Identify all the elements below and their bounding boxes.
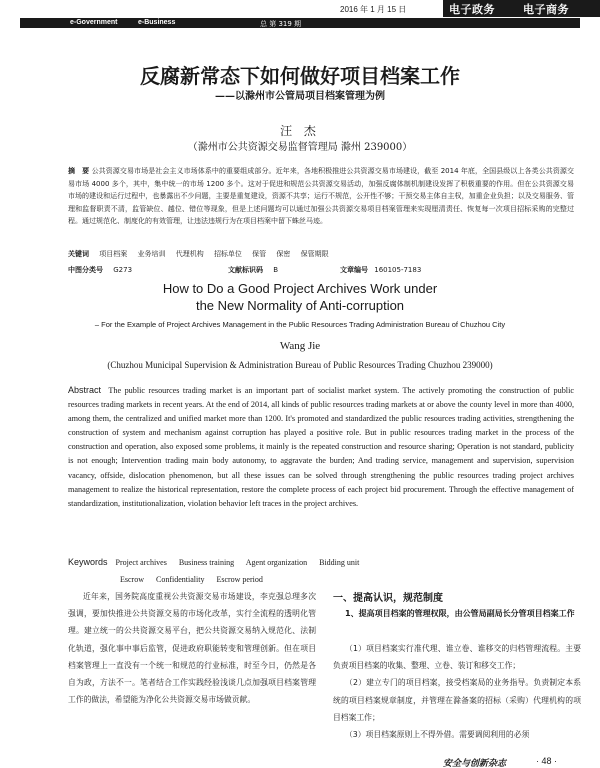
- keyword-cn: 保管: [252, 250, 267, 258]
- art-label: 文章编号: [340, 266, 368, 274]
- keyword-en: Confidentiality: [156, 575, 205, 584]
- body-text-right: [333, 640, 581, 743]
- clc-value: G273: [113, 266, 133, 274]
- doc-value: B: [273, 266, 279, 274]
- keyword-en: Bidding unit: [319, 558, 360, 567]
- header-ebiz-label: e-Business: [138, 19, 176, 26]
- keyword-en: Business training: [178, 558, 235, 567]
- article-title-en: [0, 280, 600, 314]
- keywords-en-label: Keywords: [68, 557, 108, 567]
- body-text-left: 近年来，国务院高度重视公共资源交易市场建设，李克强总理多次强调，要加快推进公共资源交易的市场化改革，实行全流程的透明化管理。建立统一的公共资源交易平台，把公共资源交易纳入规范化、法制化轨道，强化事中事后监管，促进政府职能转变和管理创新。但在项目档案管理上一直没有一个统一和规范的行业标准，时至今日，仍然是各自为政，方法不一。笔者结合工作实践经验浅谈几点加强项目档案管理工作的做法，希望能为净化公共资源交易市场做贡献。: [68, 592, 316, 705]
- body-paragraph: （2）建立专门的项目档案，接受档案局的业务指导。负责制定本系统的项目档案规章制度，并管理在滁备案的招标（采购）代理机构的项目档案工作；: [333, 678, 581, 722]
- section-tag-ebiz: 电子商务: [523, 3, 569, 16]
- issue-date: 2016 年 1 月 15 日: [340, 5, 407, 14]
- keyword-en: Escrow period: [216, 575, 263, 584]
- affiliation-cn: （滁州市公共资源交易监督管理局 滁州 239000）: [187, 142, 413, 153]
- section-tag-egov: 电子政务: [449, 3, 495, 16]
- body-paragraph: （3）项目档案原则上不得外借。需要调阅利用的必须: [345, 730, 530, 740]
- article-subtitle-en: – For the Example of Project Archives Management in the Public Resources Trading Administration Bureau of Chuzhou City: [94, 320, 506, 329]
- title-en-line1: How to Do a Good Project Archives Work under: [162, 281, 438, 296]
- page-number: · 48 ·: [536, 756, 558, 766]
- author-en: Wang Jie: [279, 340, 321, 352]
- art-value: 160105-7183: [374, 266, 422, 274]
- keywords-cn: [68, 249, 337, 259]
- keyword-cn: 业务培训: [137, 250, 166, 258]
- document-code: [228, 265, 278, 275]
- keyword-cn: 保密: [276, 250, 291, 258]
- keyword-cn: 招标单位: [213, 250, 242, 258]
- abstract-cn-text: 公共资源交易市场是社会主义市场体系中的重要组成部分。近年来，各地积极推进公共资源交易市场建设，截至 2014 年底，全国县级以上各类公共资源交易市场 4000 多个，其中，集中统一的市场 1200 多个。这对于促进和规范公共资源交易活动，加强反腐体制机制建设发挥了积极重要的作用。但在公共资源交易市场的建设和运行过程中，也暴露出不少问题，主要是重复建设，资源不共享；运行不规范，公开性不够；干预交易主体自主权，加重企业负担；以及交易服务、管理和监督职责不清，监管缺位、越位、错位等现象，但是上述问题均可以通过加强公共资源交易项目档案管理来实现厘清责任、恢复每一次项目招标采购的完整过程。通过规范化、制度化的有效管理，让违法违规行为在项目档案中留下蛛丝马迹。: [68, 167, 575, 226]
- affiliation-en: (Chuzhou Municipal Supervision & Administration Bureau of Public Resources Trading Chuzhou 239000): [107, 360, 493, 370]
- keywords-cn-label: 关键词: [68, 250, 89, 258]
- issue-number: 总 第 319 期: [260, 20, 302, 28]
- section-heading: 一、提高认识，规范制度: [333, 593, 443, 604]
- abstract-cn: [68, 165, 574, 228]
- article-title-cn: 反腐新常态下如何做好项目档案工作: [140, 64, 460, 88]
- keyword-en: Escrow: [120, 575, 144, 584]
- abstract-en-label: Abstract: [68, 385, 102, 395]
- page-header: [0, 0, 600, 32]
- abstract-en-text: The public resources trading market is an important part of socialist market system. The actively promoting the construction of public resources trading markets in recent years. At the end of 2014, all kinds of public resources trading markets at or above the county level in more than 4000, among them, the centralized and unified market more than 1200. It's promoted and standardized the public resources trading activities, strengthening the construction of system and mechanism against corruption has played a positive role. But in public resources trading market in the process of the construction and operation, also exposed some problems, it mainly is the repeated construction and resource sharing; Operation is not standard, publicity is not enough; Intervention trading main body autonomy, to aggravate the burden; And trading service, management and supervision, supervision vacancy, offside, dislocation phenomenon, but all these issues can be solved through strengthening the public resources trading project archives management to realize the historical representation, restore the complete process of each project bid procurement. Through the effective management of standardization, institutionalization, violation behavior left traces in the project archives.: [68, 386, 574, 508]
- keyword-cn: 项目档案: [99, 250, 128, 258]
- clc-number: [68, 265, 132, 275]
- body-paragraph: （1）项目档案实行准代理、谁立卷、谁移交的归档管理流程。主要负责项目档案的收集、整理、立卷、装订和移交工作；: [333, 644, 581, 671]
- keywords-en: [68, 554, 574, 588]
- abstract-cn-label: 摘 要: [68, 167, 90, 175]
- author-cn: 汪 杰: [280, 124, 320, 138]
- subsection-heading: 1、提高项目档案的管理权限，由公管局副局长分管项目档案工作: [345, 609, 575, 618]
- journal-name: 安全与创新杂志: [443, 759, 507, 768]
- doc-label: 文献标识码: [228, 266, 263, 274]
- keyword-cn: 代理机构: [175, 250, 204, 258]
- article-subtitle-cn: ——以滁州市公管局项目档案管理为例: [215, 91, 385, 102]
- header-egov-label: e-Government: [70, 19, 118, 26]
- clc-label: 中图分类号: [68, 266, 103, 274]
- keyword-en: Agent organization: [245, 558, 308, 567]
- keyword-en: Project archives: [115, 558, 167, 567]
- abstract-en: [68, 383, 574, 511]
- keyword-cn: 保管期限: [300, 250, 329, 258]
- title-en-line2: the New Normality of Anti-corruption: [195, 298, 405, 313]
- article-number: [340, 265, 421, 275]
